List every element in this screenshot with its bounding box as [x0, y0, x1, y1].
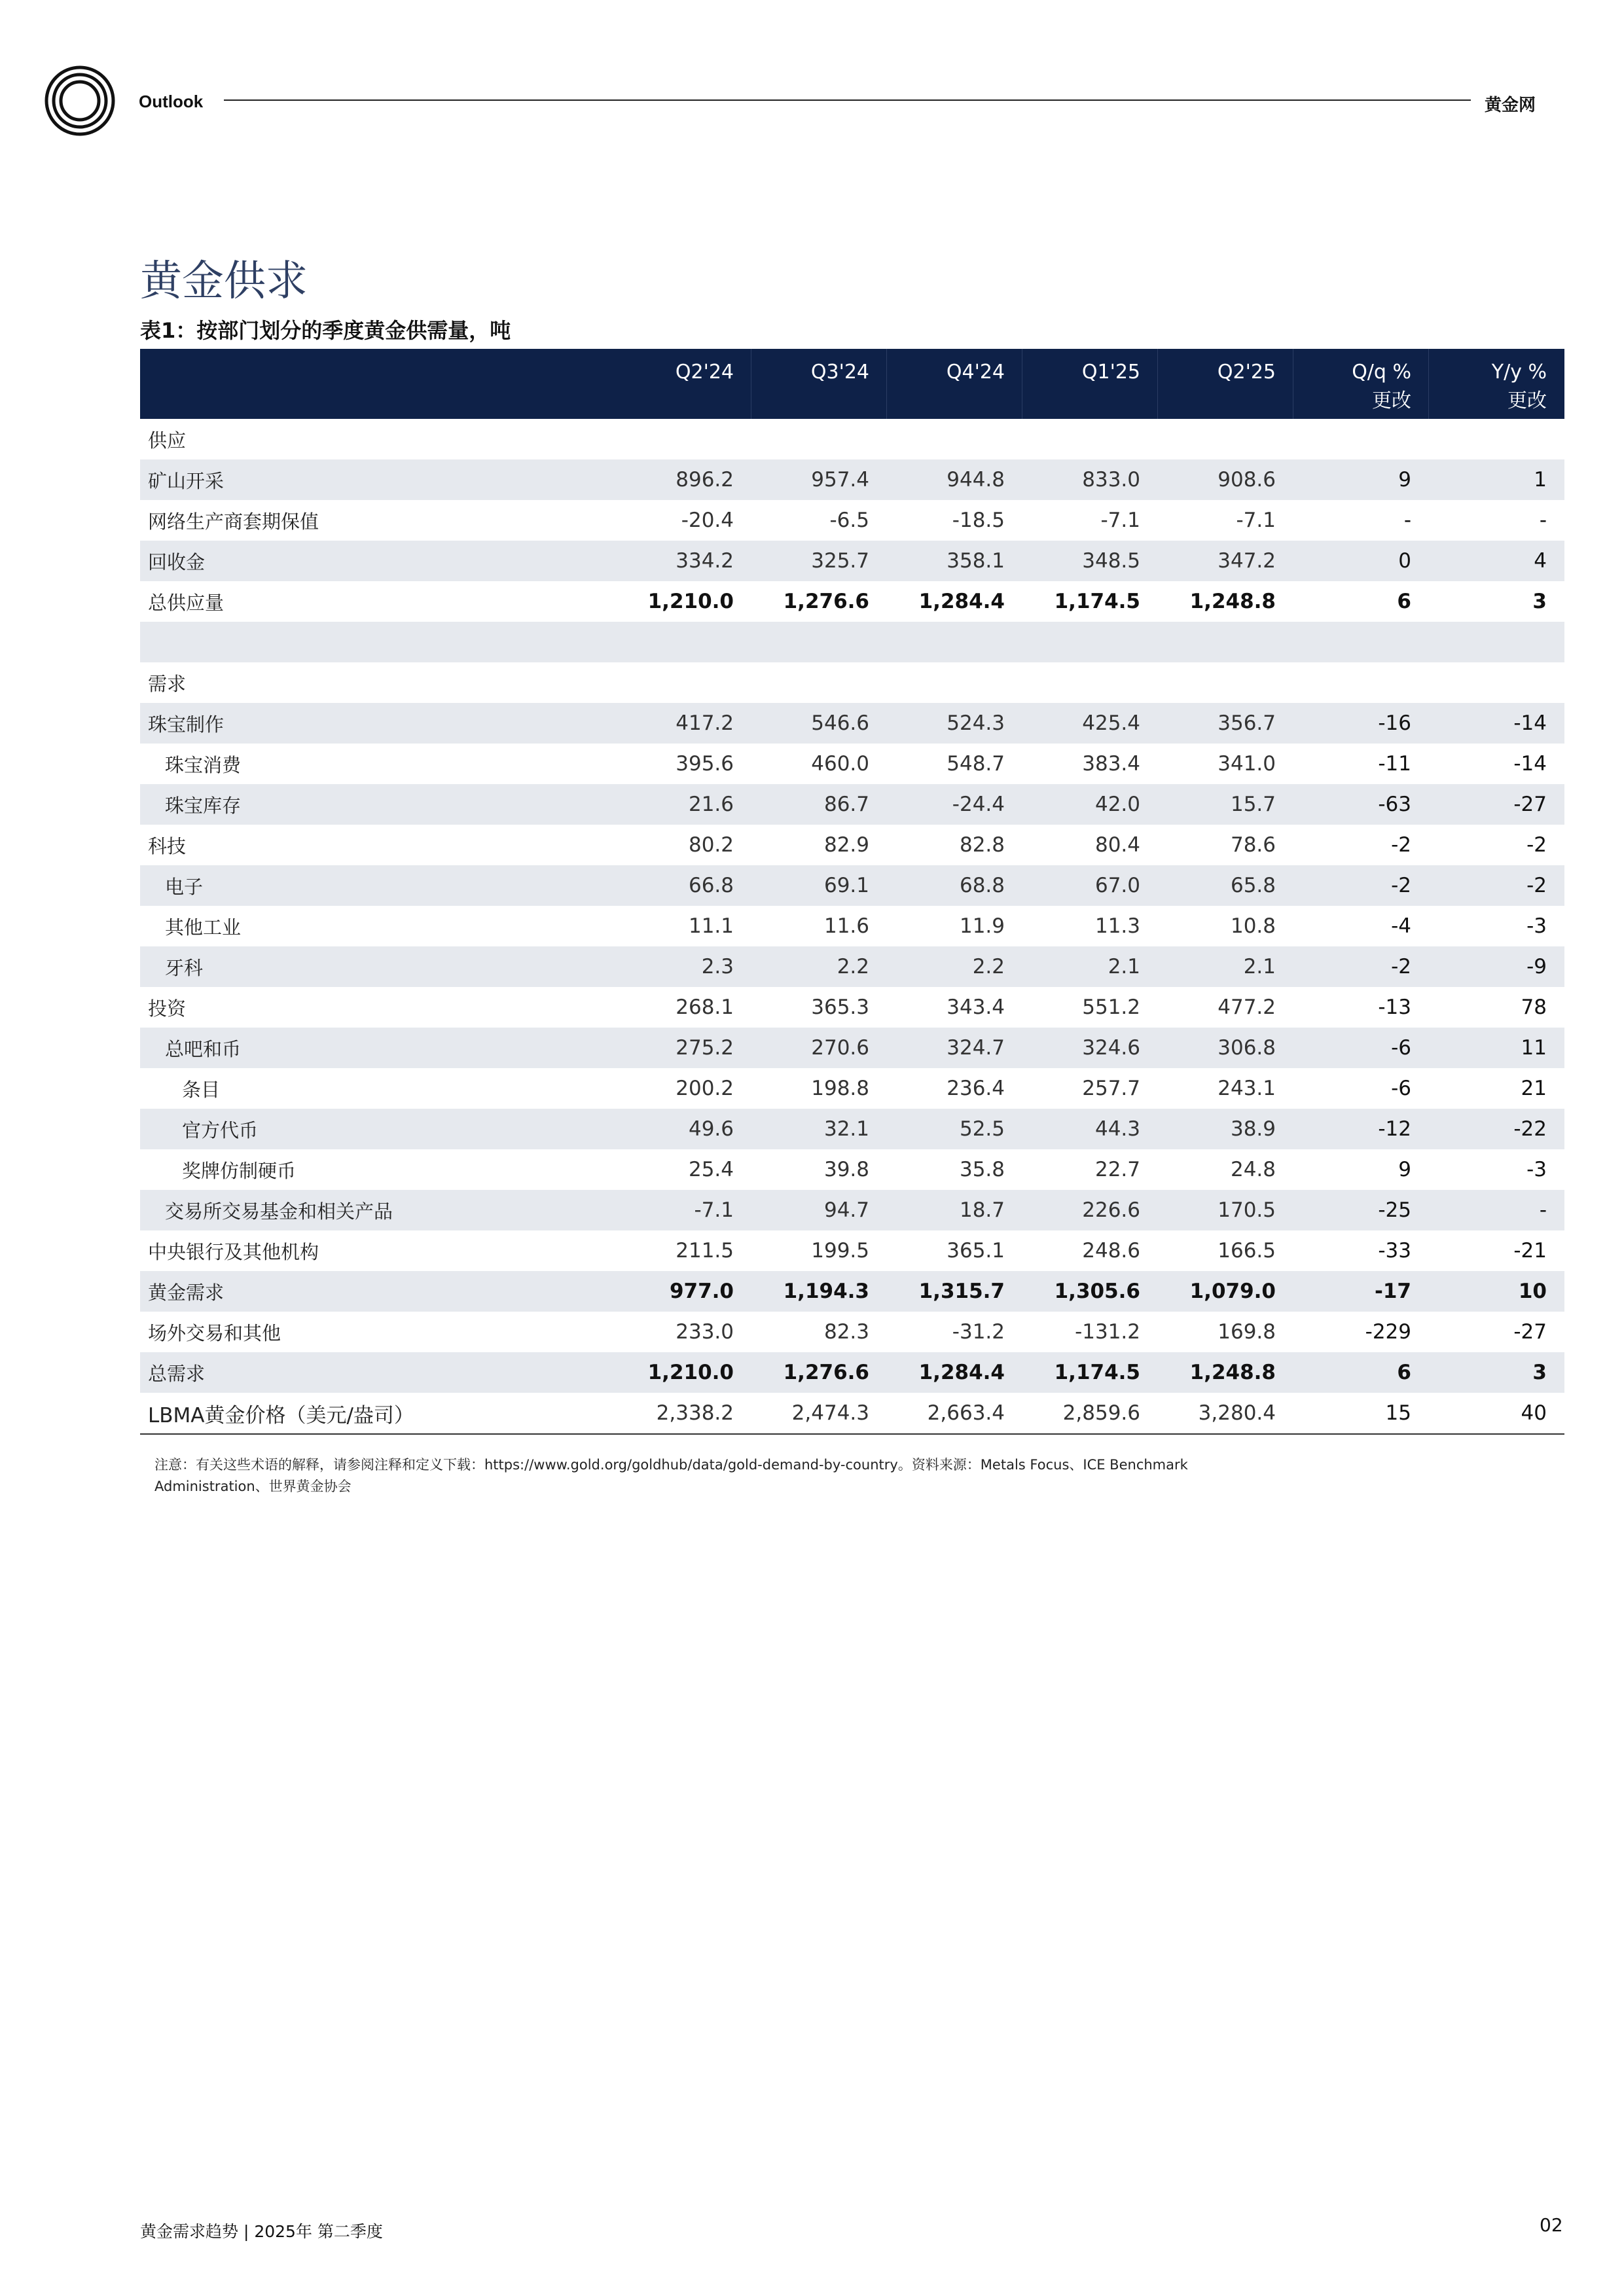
- brand-label: 黄金网: [1485, 96, 1536, 115]
- table-row: [140, 744, 1564, 784]
- row-label: 投资: [148, 997, 187, 1020]
- value-cell: 1,210.0: [647, 590, 734, 613]
- table-row: [140, 622, 1564, 662]
- table-row: [140, 784, 1564, 825]
- value-cell: 82.3: [823, 1320, 869, 1344]
- row-label: 珠宝库存: [165, 794, 242, 817]
- change-cell: -33: [1378, 1239, 1411, 1263]
- change-cell: -9: [1526, 955, 1547, 978]
- table-row: [140, 662, 1564, 703]
- value-cell: 275.2: [676, 1036, 734, 1060]
- change-cell: -2: [1391, 874, 1411, 897]
- value-cell: 324.7: [947, 1036, 1005, 1060]
- value-cell: 2.3: [701, 955, 734, 978]
- change-cell: -2: [1526, 833, 1547, 857]
- table-row: [140, 865, 1564, 906]
- change-cell: -27: [1513, 793, 1547, 816]
- change-cell: -63: [1378, 793, 1411, 816]
- value-cell: 365.3: [811, 996, 869, 1019]
- value-cell: 38.9: [1230, 1117, 1276, 1141]
- column-header: Q/q % 更改: [1293, 349, 1428, 419]
- value-cell: 334.2: [676, 549, 734, 573]
- value-cell: 11.3: [1094, 914, 1140, 938]
- row-label: 场外交易和其他: [148, 1321, 281, 1344]
- table-row: [140, 1109, 1564, 1149]
- row-label: 黄金需求: [148, 1281, 225, 1304]
- value-cell: -7.1: [694, 1198, 734, 1222]
- row-label: 其他工业: [165, 916, 242, 939]
- value-cell: 383.4: [1082, 752, 1140, 776]
- value-cell: -131.2: [1075, 1320, 1140, 1344]
- value-cell: 166.5: [1218, 1239, 1276, 1263]
- change-cell: -: [1539, 509, 1547, 532]
- table-row: [140, 1149, 1564, 1190]
- change-cell: 10: [1518, 1280, 1547, 1303]
- row-label: 科技: [148, 834, 187, 857]
- value-cell: 2.2: [837, 955, 869, 978]
- table-row: [140, 1352, 1564, 1393]
- change-cell: -13: [1378, 996, 1411, 1019]
- table-note: 注意：有关这些术语的解释，请参阅注释和定义下载：https://www.gold.org/goldhub/data/gold-demand-by-country。资料来源：Metals Focus、ICE Benchmark Administration、世界黄金协会: [154, 1457, 1188, 1494]
- value-cell: 11.1: [688, 914, 734, 938]
- value-cell: 356.7: [1218, 711, 1276, 735]
- change-cell: -14: [1513, 711, 1547, 735]
- value-cell: 425.4: [1082, 711, 1140, 735]
- value-cell: 341.0: [1218, 752, 1276, 776]
- value-cell: 1,194.3: [783, 1280, 869, 1303]
- value-cell: 1,174.5: [1054, 1361, 1140, 1384]
- value-cell: 548.7: [947, 752, 1005, 776]
- value-cell: 833.0: [1082, 468, 1140, 492]
- value-cell: 2,338.2: [656, 1401, 734, 1425]
- value-cell: 67.0: [1094, 874, 1140, 897]
- value-cell: 211.5: [676, 1239, 734, 1263]
- table-row: [140, 1190, 1564, 1230]
- row-label: 中央银行及其他机构: [148, 1240, 319, 1263]
- change-cell: -229: [1365, 1320, 1411, 1344]
- value-cell: 169.8: [1218, 1320, 1276, 1344]
- change-cell: 21: [1521, 1077, 1547, 1100]
- value-cell: 306.8: [1218, 1036, 1276, 1060]
- change-cell: 6: [1397, 590, 1411, 613]
- change-cell: -3: [1526, 1158, 1547, 1181]
- value-cell: 39.8: [823, 1158, 869, 1181]
- change-cell: 3: [1532, 1361, 1547, 1384]
- page-number: 02: [1540, 2214, 1563, 2236]
- value-cell: 2,859.6: [1062, 1401, 1140, 1425]
- table-row: [140, 1230, 1564, 1271]
- value-cell: 957.4: [811, 468, 869, 492]
- table-row: [140, 1393, 1564, 1435]
- change-cell: -2: [1391, 833, 1411, 857]
- value-cell: 10.8: [1230, 914, 1276, 938]
- value-cell: 460.0: [811, 752, 869, 776]
- change-cell: -3: [1526, 914, 1547, 938]
- value-cell: 1,174.5: [1054, 590, 1140, 613]
- value-cell: 417.2: [676, 711, 734, 735]
- value-cell: 546.6: [811, 711, 869, 735]
- table-header: [140, 349, 1564, 419]
- header-label-cell: [140, 349, 615, 419]
- value-cell: 977.0: [669, 1280, 734, 1303]
- value-cell: 49.6: [688, 1117, 734, 1141]
- row-label: 需求: [148, 672, 187, 695]
- change-cell: -12: [1378, 1117, 1411, 1141]
- page-title: 黄金供求: [140, 257, 308, 306]
- value-cell: -7.1: [1236, 509, 1276, 532]
- value-cell: 243.1: [1218, 1077, 1276, 1100]
- value-cell: 551.2: [1082, 996, 1140, 1019]
- row-label: 珠宝制作: [148, 713, 225, 736]
- value-cell: 896.2: [676, 468, 734, 492]
- change-cell: -: [1539, 1198, 1547, 1222]
- value-cell: -18.5: [952, 509, 1005, 532]
- value-cell: 80.2: [688, 833, 734, 857]
- footer-title: 黄金需求趋势 | 2025年 第二季度: [140, 2222, 383, 2241]
- value-cell: 524.3: [947, 711, 1005, 735]
- value-cell: -7.1: [1100, 509, 1140, 532]
- value-cell: 18.7: [959, 1198, 1005, 1222]
- table-row: [140, 500, 1564, 541]
- table-row: [140, 581, 1564, 622]
- value-cell: 170.5: [1218, 1198, 1276, 1222]
- value-cell: 2,474.3: [791, 1401, 869, 1425]
- value-cell: 358.1: [947, 549, 1005, 573]
- value-cell: 24.8: [1230, 1158, 1276, 1181]
- table-row: [140, 825, 1564, 865]
- value-cell: 2,663.4: [927, 1401, 1005, 1425]
- change-cell: 9: [1398, 1158, 1411, 1181]
- value-cell: 25.4: [688, 1158, 734, 1181]
- value-cell: 21.6: [688, 793, 734, 816]
- row-label: 交易所交易基金和相关产品: [165, 1200, 393, 1223]
- value-cell: 15.7: [1230, 793, 1276, 816]
- value-cell: 2.1: [1108, 955, 1140, 978]
- value-cell: 11.9: [959, 914, 1005, 938]
- value-cell: 347.2: [1218, 549, 1276, 573]
- value-cell: 1,276.6: [783, 1361, 869, 1384]
- value-cell: 1,248.8: [1189, 590, 1276, 613]
- value-cell: -6.5: [829, 509, 869, 532]
- table-body: [140, 419, 1564, 1435]
- value-cell: 1,079.0: [1189, 1280, 1276, 1303]
- value-cell: 52.5: [959, 1117, 1005, 1141]
- change-cell: -6: [1391, 1036, 1411, 1060]
- change-cell: -25: [1378, 1198, 1411, 1222]
- value-cell: 248.6: [1082, 1239, 1140, 1263]
- value-cell: 35.8: [959, 1158, 1005, 1181]
- column-header: Q2'24: [675, 361, 734, 384]
- value-cell: 86.7: [823, 793, 869, 816]
- change-cell: 6: [1397, 1361, 1411, 1384]
- change-cell: -21: [1513, 1239, 1547, 1263]
- value-cell: 42.0: [1094, 793, 1140, 816]
- change-cell: -27: [1513, 1320, 1547, 1344]
- value-cell: 365.1: [947, 1239, 1005, 1263]
- table-row: [140, 1028, 1564, 1068]
- change-cell: -4: [1391, 914, 1411, 938]
- value-cell: -20.4: [681, 509, 734, 532]
- value-cell: 1,305.6: [1054, 1280, 1140, 1303]
- column-header: Q4'24: [886, 349, 1022, 419]
- change-cell: 78: [1521, 996, 1547, 1019]
- logo-rings-icon: [45, 65, 115, 136]
- change-cell: -6: [1391, 1077, 1411, 1100]
- row-label: 牙科: [165, 956, 204, 979]
- row-label: 条目: [182, 1078, 221, 1101]
- value-cell: 2.2: [972, 955, 1005, 978]
- value-cell: 200.2: [676, 1077, 734, 1100]
- value-cell: 82.8: [959, 833, 1005, 857]
- header-divider: [224, 99, 1471, 101]
- value-cell: 908.6: [1218, 468, 1276, 492]
- change-cell: 40: [1521, 1401, 1547, 1425]
- value-cell: 80.4: [1094, 833, 1140, 857]
- column-header: Q3'24: [751, 349, 886, 419]
- change-cell: 15: [1385, 1401, 1411, 1425]
- value-cell: 1,284.4: [918, 590, 1005, 613]
- table-row: [140, 541, 1564, 581]
- row-label: LBMA黄金价格（美元/盎司）: [148, 1403, 414, 1427]
- value-cell: 44.3: [1094, 1117, 1140, 1141]
- change-cell: 9: [1398, 468, 1411, 492]
- row-label: 总吧和币: [165, 1037, 242, 1060]
- table-row: [140, 703, 1564, 744]
- column-header: Q1'25: [1022, 349, 1157, 419]
- value-cell: 66.8: [688, 874, 734, 897]
- value-cell: 395.6: [676, 752, 734, 776]
- value-cell: 257.7: [1082, 1077, 1140, 1100]
- value-cell: 343.4: [947, 996, 1005, 1019]
- row-label: 网络生产商套期保值: [148, 510, 319, 533]
- value-cell: -31.2: [952, 1320, 1005, 1344]
- value-cell: 477.2: [1218, 996, 1276, 1019]
- change-cell: -2: [1391, 955, 1411, 978]
- value-cell: 1,276.6: [783, 590, 869, 613]
- row-label: 供应: [148, 429, 187, 452]
- value-cell: 82.9: [823, 833, 869, 857]
- row-label: 总供应量: [148, 591, 225, 614]
- value-cell: 22.7: [1094, 1158, 1140, 1181]
- value-cell: 199.5: [811, 1239, 869, 1263]
- column-header: Y/y % 更改: [1428, 349, 1564, 419]
- change-cell: -17: [1374, 1280, 1411, 1303]
- change-cell: 3: [1532, 590, 1547, 613]
- value-cell: 68.8: [959, 874, 1005, 897]
- value-cell: 233.0: [676, 1320, 734, 1344]
- value-cell: 1,284.4: [918, 1361, 1005, 1384]
- value-cell: 94.7: [823, 1198, 869, 1222]
- change-cell: 11: [1521, 1036, 1547, 1060]
- change-cell: -14: [1513, 752, 1547, 776]
- value-cell: 78.6: [1230, 833, 1276, 857]
- value-cell: 348.5: [1082, 549, 1140, 573]
- value-cell: 325.7: [811, 549, 869, 573]
- table-row: [140, 419, 1564, 459]
- table-row: [140, 1068, 1564, 1109]
- change-cell: -22: [1513, 1117, 1547, 1141]
- value-cell: 65.8: [1230, 874, 1276, 897]
- change-cell: -11: [1378, 752, 1411, 776]
- value-cell: 270.6: [811, 1036, 869, 1060]
- change-cell: -16: [1378, 711, 1411, 735]
- row-label: 矿山开采: [148, 469, 225, 492]
- change-cell: -2: [1526, 874, 1547, 897]
- value-cell: 944.8: [947, 468, 1005, 492]
- row-label: 回收金: [148, 550, 206, 573]
- value-cell: 11.6: [823, 914, 869, 938]
- value-cell: 324.6: [1082, 1036, 1140, 1060]
- table-row: [140, 987, 1564, 1028]
- value-cell: 1,315.7: [918, 1280, 1005, 1303]
- change-cell: 1: [1534, 468, 1547, 492]
- table-row: [140, 946, 1564, 987]
- change-cell: 0: [1398, 549, 1411, 573]
- section-label: Outlook: [139, 92, 204, 111]
- row-label: 电子: [165, 875, 204, 898]
- table-row: [140, 1271, 1564, 1312]
- row-label: 官方代币: [182, 1119, 259, 1141]
- table-row: [140, 459, 1564, 500]
- value-cell: -24.4: [952, 793, 1005, 816]
- change-cell: -: [1403, 509, 1411, 532]
- value-cell: 2.1: [1243, 955, 1276, 978]
- table-row: [140, 1312, 1564, 1352]
- change-cell: 4: [1534, 549, 1547, 573]
- value-cell: 236.4: [947, 1077, 1005, 1100]
- value-cell: 1,210.0: [647, 1361, 734, 1384]
- value-cell: 1,248.8: [1189, 1361, 1276, 1384]
- row-label: 奖牌仿制硬币: [182, 1159, 297, 1182]
- column-header: Q2'25: [1157, 349, 1293, 419]
- table-caption: 表1：按部门划分的季度黄金供需量，吨: [140, 318, 511, 343]
- value-cell: 32.1: [823, 1117, 869, 1141]
- row-label: 总需求: [148, 1362, 206, 1385]
- table-row: [140, 906, 1564, 946]
- row-label: 珠宝消费: [165, 753, 242, 776]
- value-cell: 3,280.4: [1198, 1401, 1276, 1425]
- value-cell: 69.1: [823, 874, 869, 897]
- supply-demand-table: [140, 349, 1564, 1435]
- value-cell: 198.8: [811, 1077, 869, 1100]
- value-cell: 226.6: [1082, 1198, 1140, 1222]
- value-cell: 268.1: [676, 996, 734, 1019]
